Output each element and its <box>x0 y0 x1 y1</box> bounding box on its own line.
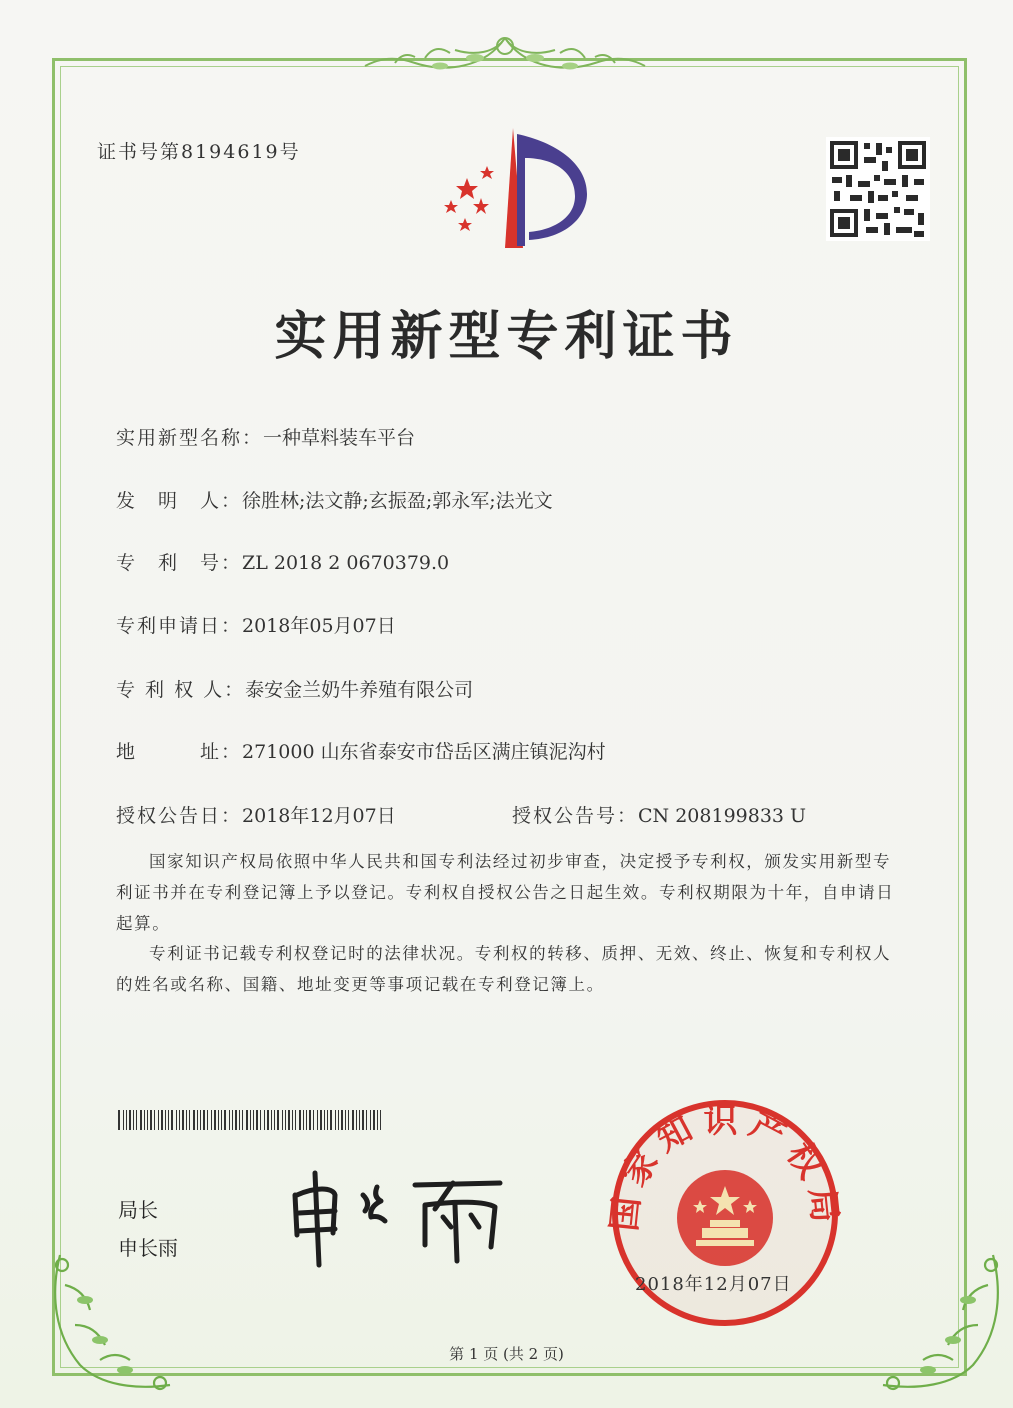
inventor-value: 徐胜林;法文静;玄振盈;郭永军;法光文 <box>242 490 553 512</box>
utility-model-name-label: 实用新型名称： <box>116 427 264 449</box>
signatory-title: 局长 <box>118 1198 158 1222</box>
certificate-number: 证书号第8194619号 <box>97 141 301 163</box>
patent-number-label: 专 利 号： <box>116 552 243 574</box>
address-label: 地 址： <box>116 741 243 763</box>
address-row <box>116 737 606 764</box>
utility-model-name-row <box>116 423 415 450</box>
top-floral-ornament <box>355 28 655 88</box>
patent-number-row <box>116 548 449 575</box>
patent-number-value: ZL 2018 2 0670379.0 <box>242 552 450 574</box>
svg-text:国家知识产权局: 国家知识产权局 <box>604 1100 846 1234</box>
cnipa-logo-icon <box>425 118 595 258</box>
grant-number-row <box>512 801 806 828</box>
patent-holder-label: 专 利 权 人： <box>116 679 246 701</box>
seal-date: 2018年12月07日 <box>635 1274 792 1295</box>
application-date-value: 2018年05月07日 <box>242 615 396 637</box>
grant-date-value: 2018年12月07日 <box>242 805 396 827</box>
grant-date-label: 授权公告日： <box>116 805 243 827</box>
signatory-name: 申长雨 <box>118 1236 178 1260</box>
utility-model-name-value: 一种草料装车平台 <box>263 427 416 449</box>
address-value: 271000 山东省泰安市岱岳区满庄镇泥沟村 <box>242 741 606 763</box>
bottom-left-ornament <box>40 1245 180 1395</box>
legal-status-paragraph: 专利证书记载专利权登记时的法律状况。专利权的转移、质押、无效、终止、恢复和专利权人的姓名或名称、国籍、地址变更等事项记载在专利登记簿上。 <box>116 944 892 994</box>
barcode-icon <box>118 1110 384 1130</box>
grant-date-row <box>116 801 396 828</box>
official-seal-stamp <box>600 1088 850 1338</box>
certificate-title: 实用新型专利证书 <box>274 306 739 367</box>
patent-holder-row <box>116 675 473 702</box>
inventor-row <box>116 486 553 513</box>
handwritten-signature <box>285 1165 515 1275</box>
bottom-right-ornament <box>873 1245 1013 1395</box>
grant-number-value: CN 208199833 U <box>638 805 807 827</box>
inventor-label: 发 明 人： <box>116 490 243 512</box>
certificate-statement-paragraph: 国家知识产权局依照中华人民共和国专利法经过初步审查，决定授予专利权，颁发实用新型专利证书并在专利登记簿上予以登记。专利权自授权公告之日起生效。专利权期限为十年，自申请日起算。 <box>116 852 895 933</box>
patent-holder-value: 泰安金兰奶牛养殖有限公司 <box>245 679 474 701</box>
qr-code-icon <box>826 137 930 241</box>
application-date-row <box>116 611 396 638</box>
grant-number-label: 授权公告号： <box>512 805 639 827</box>
page-number: 第 1 页 (共 2 页) <box>449 1345 564 1363</box>
application-date-label: 专利申请日： <box>116 615 243 637</box>
